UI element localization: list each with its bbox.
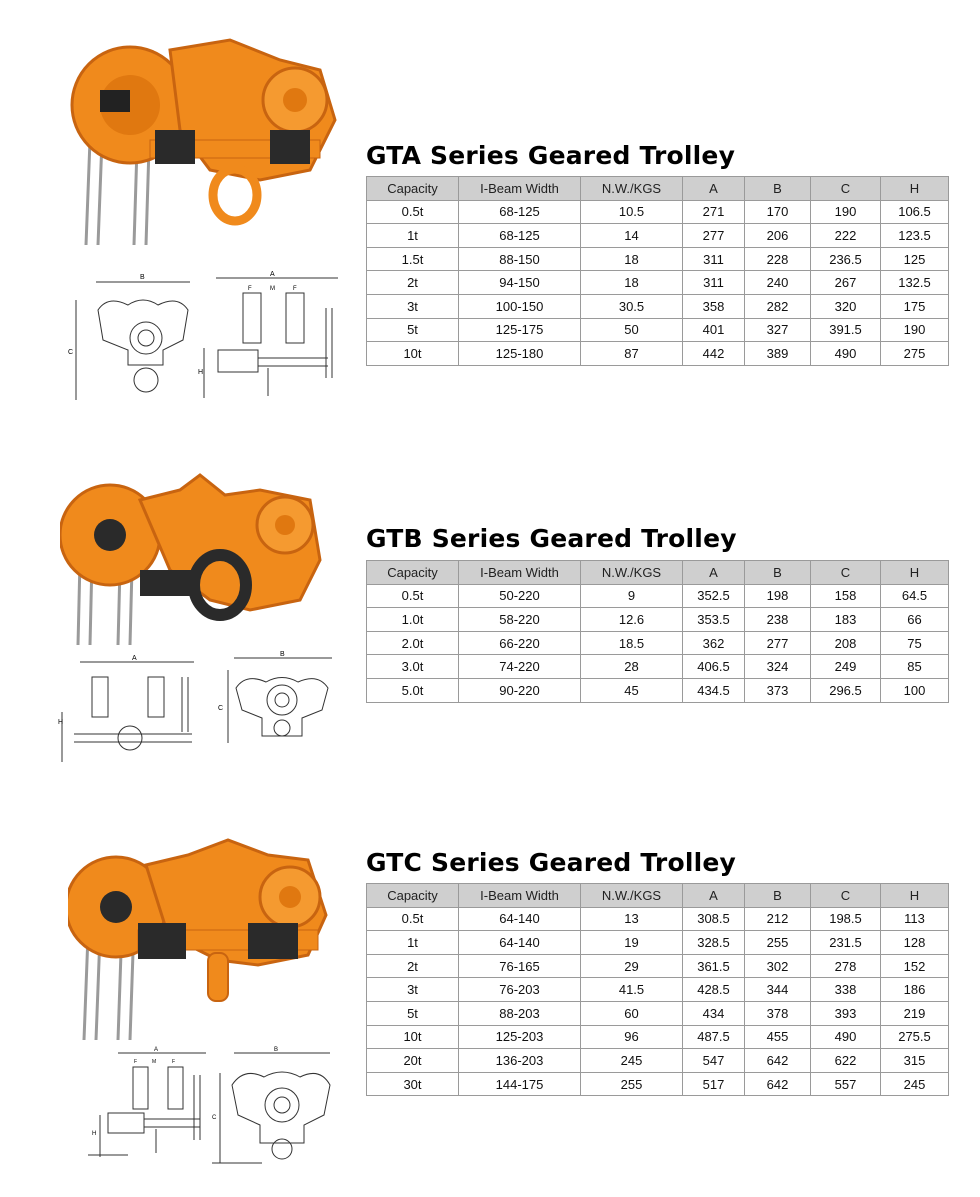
section-title: GTC Series Geared Trolley [366,848,737,877]
table-cell: 18.5 [581,631,683,655]
table-cell: 88-203 [459,1001,581,1025]
table-cell: 183 [811,608,881,632]
svg-text:F: F [293,286,297,292]
col-header: I-Beam Width [459,561,581,585]
table-cell: 18 [581,271,683,295]
table-cell: 90-220 [459,678,581,702]
table-cell: 1.5t [367,247,459,271]
table-cell: 74-220 [459,655,581,679]
table-cell: 222 [811,224,881,248]
table-cell: 198.5 [811,907,881,931]
table-cell: 393 [811,1001,881,1025]
table-cell: 277 [683,224,745,248]
table-cell: 125-203 [459,1025,581,1049]
table-cell: 406.5 [683,655,745,679]
table-cell: 113 [881,907,949,931]
table-cell: 391.5 [811,318,881,342]
section-title: GTA Series Geared Trolley [366,141,736,170]
table-cell: 68-125 [459,200,581,224]
table-cell: 308.5 [683,907,745,931]
col-header: B [745,884,811,908]
table-cell: 389 [745,342,811,366]
table-cell: 1.0t [367,608,459,632]
table-cell: 547 [683,1049,745,1073]
table-cell: 378 [745,1001,811,1025]
table-cell: 245 [581,1049,683,1073]
table-cell: 198 [745,584,811,608]
table-cell: 212 [745,907,811,931]
table-cell: 255 [745,931,811,955]
table-cell: 219 [881,1001,949,1025]
table-cell: 125-180 [459,342,581,366]
col-header: A [683,561,745,585]
svg-text:M: M [152,1059,157,1065]
table-cell: 5t [367,1001,459,1025]
table-cell: 362 [683,631,745,655]
table-cell: 328.5 [683,931,745,955]
table-cell: 320 [811,294,881,318]
table-cell: 311 [683,247,745,271]
col-header: Capacity [367,884,459,908]
table-cell: 175 [881,294,949,318]
table-cell: 245 [881,1072,949,1096]
table-cell: 158 [811,584,881,608]
svg-text:A: A [132,655,137,662]
svg-text:A: A [154,1047,159,1053]
table-cell: 490 [811,1025,881,1049]
table-cell: 170 [745,200,811,224]
table-cell: 29 [581,954,683,978]
table-cell: 622 [811,1049,881,1073]
col-header: B [745,177,811,201]
col-header: C [811,177,881,201]
table-cell: 144-175 [459,1072,581,1096]
table-cell: 30.5 [581,294,683,318]
table-cell: 2t [367,271,459,295]
table-cell: 490 [811,342,881,366]
table-cell: 64-140 [459,907,581,931]
table-cell: 123.5 [881,224,949,248]
table-cell: 106.5 [881,200,949,224]
table-cell: 10t [367,1025,459,1049]
table-cell: 66 [881,608,949,632]
table-cell: 5.0t [367,678,459,702]
table-cell: 5t [367,318,459,342]
table-row [367,1025,949,1049]
table-cell: 2.0t [367,631,459,655]
section-title: GTB Series Geared Trolley [366,524,737,553]
table-cell: 208 [811,631,881,655]
table-cell: 125 [881,247,949,271]
table-cell: 85 [881,655,949,679]
table-cell: 20t [367,1049,459,1073]
table-cell: 125-175 [459,318,581,342]
table-cell: 3t [367,978,459,1002]
table-row [367,931,949,955]
table-cell: 296.5 [811,678,881,702]
table-cell: 60 [581,1001,683,1025]
col-header: H [881,177,949,201]
table-cell: 10t [367,342,459,366]
svg-text:B: B [274,1047,279,1053]
dim-label-a: A [270,271,275,278]
col-header: N.W./KGS [581,177,683,201]
table-cell: 100 [881,678,949,702]
table-cell: 442 [683,342,745,366]
gtc-side-drawing [88,1045,218,1160]
table-cell: 206 [745,224,811,248]
col-header: H [881,561,949,585]
gtc-trolley-photo [68,835,333,1045]
table-cell: 10.5 [581,200,683,224]
table-cell: 255 [581,1072,683,1096]
table-cell: 271 [683,200,745,224]
table-cell: 9 [581,584,683,608]
table-cell: 13 [581,907,683,931]
svg-text:C: C [218,705,224,712]
table-cell: 190 [811,200,881,224]
table-cell: 642 [745,1049,811,1073]
table-row [367,1001,949,1025]
table-cell: 401 [683,318,745,342]
table-cell: 642 [745,1072,811,1096]
table-cell: 50 [581,318,683,342]
table-cell: 327 [745,318,811,342]
table-cell: 66-220 [459,631,581,655]
table-cell: 240 [745,271,811,295]
table-cell: 18 [581,247,683,271]
table-cell: 19 [581,931,683,955]
table-cell: 373 [745,678,811,702]
table-cell: 14 [581,224,683,248]
gtc-front-drawing [212,1045,337,1167]
table-cell: 0.5t [367,200,459,224]
col-header: N.W./KGS [581,561,683,585]
table-cell: 64-140 [459,931,581,955]
svg-text:F: F [172,1059,176,1065]
table-cell: 100-150 [459,294,581,318]
col-header: I-Beam Width [459,884,581,908]
table-cell: 3.0t [367,655,459,679]
table-cell: 136-203 [459,1049,581,1073]
col-header: A [683,884,745,908]
table-cell: 64.5 [881,584,949,608]
table-cell: 428.5 [683,978,745,1002]
table-cell: 455 [745,1025,811,1049]
table-cell: 186 [881,978,949,1002]
table-cell: 190 [881,318,949,342]
svg-text:H: H [92,1131,97,1137]
table-cell: 236.5 [811,247,881,271]
table-cell: 352.5 [683,584,745,608]
table-cell: 353.5 [683,608,745,632]
col-header: A [683,177,745,201]
table-cell: 88-150 [459,247,581,271]
table-cell: 87 [581,342,683,366]
col-header: Capacity [367,561,459,585]
table-cell: 12.6 [581,608,683,632]
col-header: Capacity [367,177,459,201]
table-cell: 434 [683,1001,745,1025]
col-header: H [881,884,949,908]
dim-label-h: H [198,369,204,376]
table-cell: 311 [683,271,745,295]
table-cell: 275 [881,342,949,366]
table-cell: 41.5 [581,978,683,1002]
dim-label-b: B [140,274,145,281]
table-cell: 75 [881,631,949,655]
table-cell: 132.5 [881,271,949,295]
table-cell: 324 [745,655,811,679]
table-cell: 0.5t [367,907,459,931]
table-cell: 3t [367,294,459,318]
svg-text:F: F [134,1059,138,1065]
table-header-row [367,884,949,908]
svg-text:M: M [270,286,275,292]
table-cell: 58-220 [459,608,581,632]
table-cell: 1t [367,931,459,955]
table-cell: 28 [581,655,683,679]
table-cell: 344 [745,978,811,1002]
table-cell: 275.5 [881,1025,949,1049]
table-row [367,978,949,1002]
col-header: B [745,561,811,585]
table-cell: 557 [811,1072,881,1096]
table-cell: 238 [745,608,811,632]
table-cell: 2t [367,954,459,978]
table-cell: 267 [811,271,881,295]
col-header: C [811,561,881,585]
dim-label-c: C [68,349,74,356]
table-cell: 1t [367,224,459,248]
svg-text:F: F [248,286,252,292]
table-cell: 278 [811,954,881,978]
table-cell: 94-150 [459,271,581,295]
table-cell: 358 [683,294,745,318]
table-cell: 76-165 [459,954,581,978]
table-cell: 45 [581,678,683,702]
table-cell: 434.5 [683,678,745,702]
table-cell: 361.5 [683,954,745,978]
svg-text:B: B [280,651,285,658]
table-cell: 96 [581,1025,683,1049]
table-cell: 76-203 [459,978,581,1002]
table-cell: 68-125 [459,224,581,248]
table-cell: 517 [683,1072,745,1096]
table-cell: 487.5 [683,1025,745,1049]
table-cell: 302 [745,954,811,978]
spec-table [366,883,949,1096]
table-cell: 277 [745,631,811,655]
table-cell: 50-220 [459,584,581,608]
table-cell: 282 [745,294,811,318]
table-cell: 338 [811,978,881,1002]
table-cell: 0.5t [367,584,459,608]
table-cell: 30t [367,1072,459,1096]
svg-text:H: H [58,719,64,726]
col-header: N.W./KGS [581,884,683,908]
table-row [367,1072,949,1096]
table-cell: 315 [881,1049,949,1073]
svg-text:C: C [212,1115,217,1121]
table-cell: 249 [811,655,881,679]
col-header: I-Beam Width [459,177,581,201]
col-header: C [811,884,881,908]
table-row [367,1049,949,1073]
table-cell: 231.5 [811,931,881,955]
table-row [367,907,949,931]
table-cell: 128 [881,931,949,955]
table-row [367,954,949,978]
table-cell: 228 [745,247,811,271]
table-cell: 152 [881,954,949,978]
